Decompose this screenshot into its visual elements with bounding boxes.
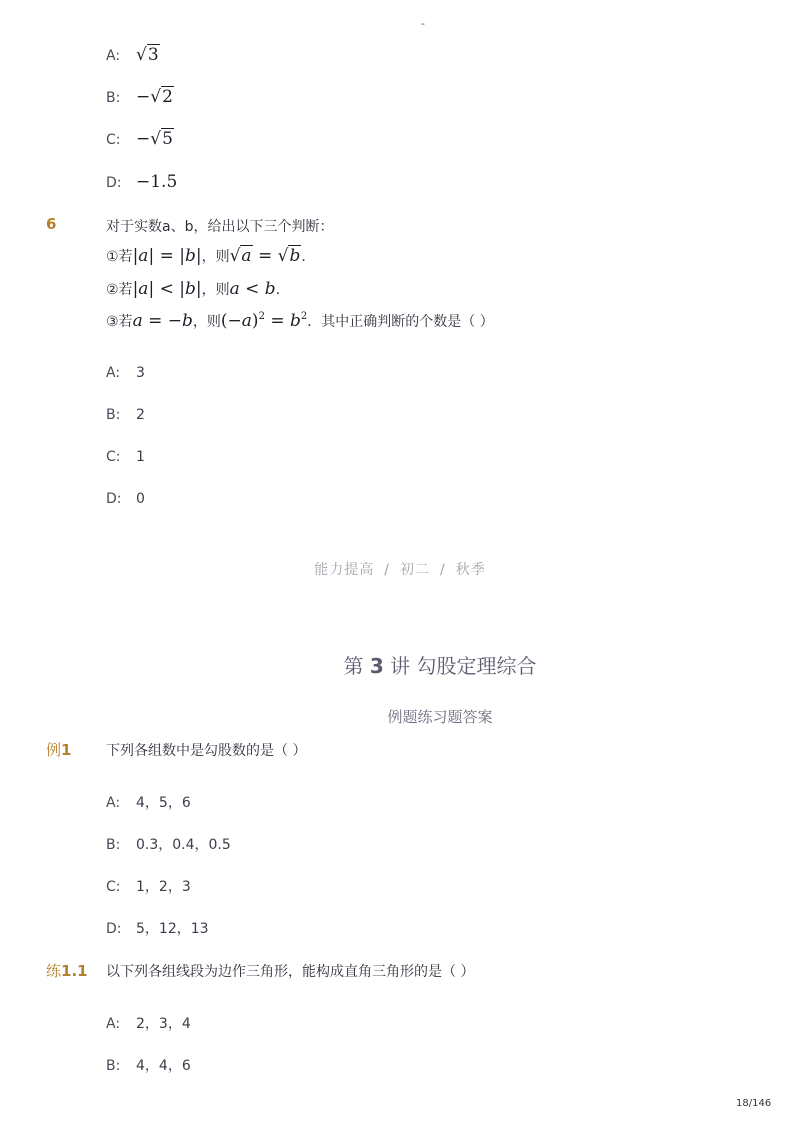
breadcrumb: 能力提高 / 初二 / 秋季 — [314, 562, 486, 578]
pr11-option-b — [106, 1055, 191, 1075]
minus-sign: − — [136, 129, 151, 149]
option-letter: D: — [106, 491, 122, 507]
practice-question: 以下列各组线段为边作三角形，能构成直角三角形的是（ ） — [106, 964, 475, 980]
breadcrumb-level: 能力提高 — [314, 562, 375, 578]
option-letter: D: — [106, 921, 122, 937]
chapter-title: 第 3 讲 勾股定理综合 — [343, 654, 537, 678]
option-letter: D: — [106, 175, 122, 191]
option-value: 3 — [147, 45, 159, 65]
q5-option-a — [106, 45, 160, 65]
option-value: −1.5 — [136, 172, 178, 192]
q6-option-c — [106, 449, 145, 465]
option-text: 0.3，0.4，0.5 — [136, 837, 231, 853]
option-letter: A: — [106, 365, 121, 381]
option-letter: A: — [106, 48, 121, 64]
option-text: 2 — [136, 407, 145, 423]
page-number: 18/146 — [736, 1098, 772, 1109]
option-letter: C: — [106, 132, 121, 148]
option-letter: C: — [106, 449, 121, 465]
option-text: 5，12，13 — [136, 921, 209, 937]
breadcrumb-term: 秋季 — [455, 562, 486, 578]
option-letter: A: — [106, 795, 121, 811]
ex1-option-b — [106, 834, 231, 854]
option-letter: B: — [106, 90, 121, 106]
option-text: 1 — [136, 449, 145, 465]
pr11-option-a — [106, 1013, 191, 1033]
option-letter: B: — [106, 1058, 121, 1074]
sqrt-symbol: √3 — [136, 45, 159, 65]
option-text: 2，3，4 — [136, 1016, 191, 1032]
statement-1: ①若|a| = |b|，则√a = √b. — [106, 246, 306, 266]
q5-option-d — [106, 172, 177, 192]
option-text: 4，5，6 — [136, 795, 191, 811]
option-text: 1，2，3 — [136, 879, 191, 895]
practice-tag: 练1.1 — [46, 962, 88, 980]
minus-sign: − — [136, 87, 151, 107]
question-intro: 对于实数a、b，给出以下三个判断： — [106, 219, 334, 235]
option-letter: B: — [106, 837, 121, 853]
q6-option-b — [106, 407, 145, 423]
option-text: 0 — [136, 491, 145, 507]
section-subtitle: 例题练习题答案 — [387, 708, 493, 726]
breadcrumb-grade: 初二 — [400, 562, 430, 578]
example-question: 下列各组数中是勾股数的是（ ） — [106, 743, 307, 759]
ex1-option-d — [106, 918, 209, 938]
statement-3: ③若a = −b，则$(-a)^2 = b^2$．其中正确判断的个数是（ ） — [106, 311, 494, 331]
ex1-option-a — [106, 792, 191, 812]
q6-option-a — [106, 365, 145, 381]
option-letter: B: — [106, 407, 121, 423]
q6-option-d — [106, 491, 145, 507]
option-text: 3 — [136, 365, 145, 381]
question-number: 6 — [46, 215, 57, 233]
option-letter: A: — [106, 1016, 121, 1032]
option-value: 2 — [162, 87, 173, 107]
ex1-option-c — [106, 876, 191, 896]
example-tag: 例1 — [46, 741, 72, 759]
sqrt-symbol: √2 — [150, 87, 173, 107]
option-value: 5 — [162, 129, 173, 149]
q5-option-c — [106, 129, 174, 149]
sqrt-symbol: √5 — [150, 129, 173, 149]
option-text: 4，4，6 — [136, 1058, 191, 1074]
q5-option-b — [106, 87, 174, 107]
top-mark: - — [421, 17, 425, 30]
option-letter: C: — [106, 879, 121, 895]
statement-2: ②若|a| < |b|，则a < b. — [106, 279, 281, 299]
